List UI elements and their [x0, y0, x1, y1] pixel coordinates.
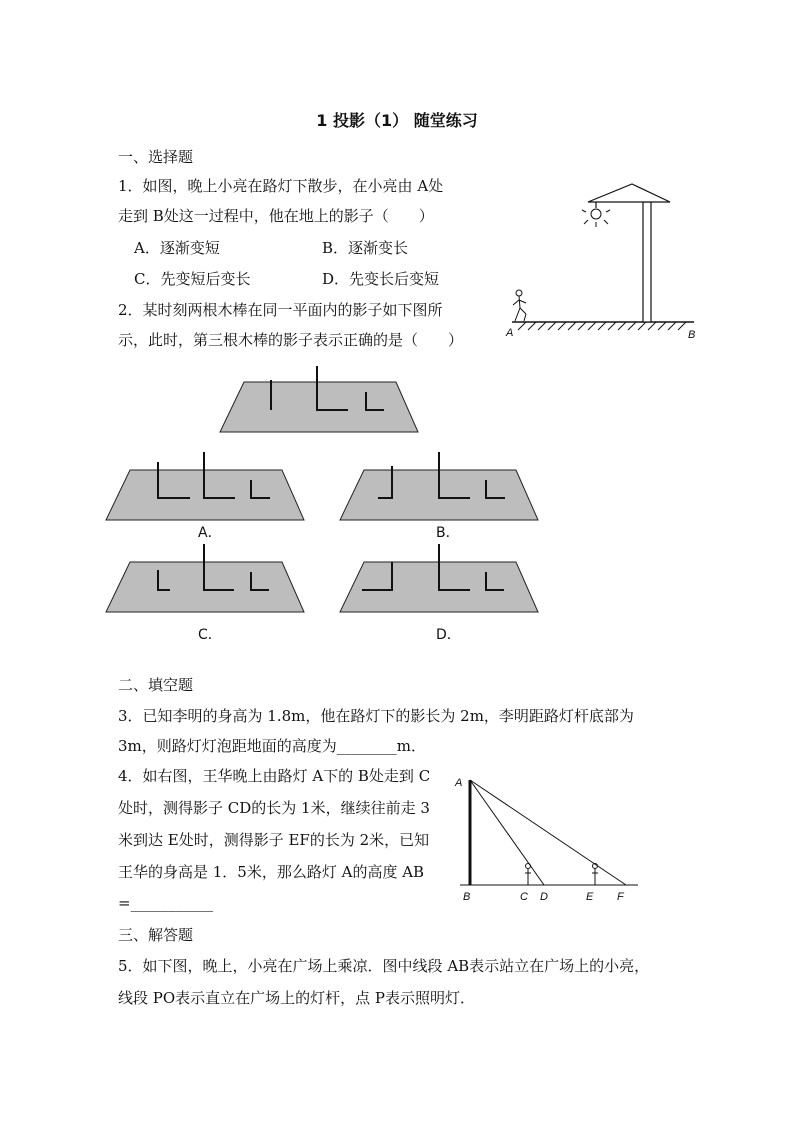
section-heading-choice: 一、选择题 — [118, 148, 194, 166]
q5-line-1: 5．如下图，晚上，小亮在广场上乘凉．图中线段 AB表示站立在广场上的小亮， — [118, 957, 650, 975]
q1-figure-label-a: A — [506, 327, 514, 339]
q4-line-3: 米到达 E处时，测得影子 EF的长为 2米，已知 — [118, 831, 430, 849]
person-at-e-icon — [592, 864, 598, 886]
person-at-c-icon — [525, 864, 531, 886]
q2-option-d-label: D． — [436, 627, 461, 643]
q1-option-c: C．先变短后变长 — [134, 270, 251, 288]
page-title: 1 投影（1） 随堂练习 — [316, 111, 478, 130]
q2-reference-figure — [220, 364, 420, 434]
q1-figure-label-b: B — [688, 329, 696, 341]
q4-label-b: B — [463, 891, 471, 903]
q4-label-e: E — [586, 891, 594, 903]
q4-line-5: =___________ — [118, 894, 214, 912]
q3-line-2: 3m，则路灯灯泡距地面的高度为________m． — [118, 737, 426, 755]
q1-line-1: 1．如图，晚上小亮在路灯下散步，在小亮由 A处 — [118, 177, 444, 195]
q2-line-2: 示，此时，第三根木棒的影子表示正确的是（ ） — [118, 331, 464, 349]
q2-line-1: 2．某时刻两根木棒在同一平面内的影子如下图所 — [118, 301, 443, 319]
q4-label-c: C — [520, 891, 528, 903]
q2-option-b-figure — [340, 450, 540, 522]
q4-label-a: A — [455, 777, 463, 789]
q4-label-f: F — [617, 891, 624, 903]
q2-option-b-label: B． — [436, 525, 460, 541]
q1-option-a: A．逐渐变短 — [134, 239, 220, 257]
q1-streetlamp-figure — [500, 180, 700, 350]
q5-line-2: 线段 PO表示直立在广场上的灯杆，点 P表示照明灯． — [118, 989, 476, 1007]
q4-line-4: 王华的身高是 1．5米，那么路灯 A的高度 AB — [118, 863, 425, 881]
q4-lamp-shadow-figure — [452, 774, 652, 904]
q1-line-2: 走到 B处这一过程中，他在地上的影子（ ） — [118, 207, 434, 225]
walking-person-icon — [513, 290, 526, 321]
q1-option-b: B．逐渐变长 — [322, 239, 409, 257]
q4-line-1: 4．如右图，王华晚上由路灯 A下的 B处走到 C — [118, 767, 431, 785]
section-heading-fill: 二、填空题 — [118, 676, 194, 694]
q2-option-a-figure — [106, 450, 306, 522]
q2-option-c-figure — [106, 542, 306, 614]
q4-label-d: D — [540, 891, 548, 903]
q2-option-d-figure — [340, 542, 540, 614]
q2-option-c-label: C． — [198, 627, 222, 643]
section-heading-answer: 三、解答题 — [118, 926, 194, 944]
q1-option-d: D．先变长后变短 — [322, 270, 440, 288]
q4-line-2: 处时，测得影子 CD的长为 1米，继续往前走 3 — [118, 799, 430, 817]
q2-option-a-label: A． — [198, 525, 222, 541]
q3-line-1: 3．已知李明的身高为 1.8m，他在路灯下的影长为 2m，李明距路灯杆底部为 — [118, 707, 634, 725]
